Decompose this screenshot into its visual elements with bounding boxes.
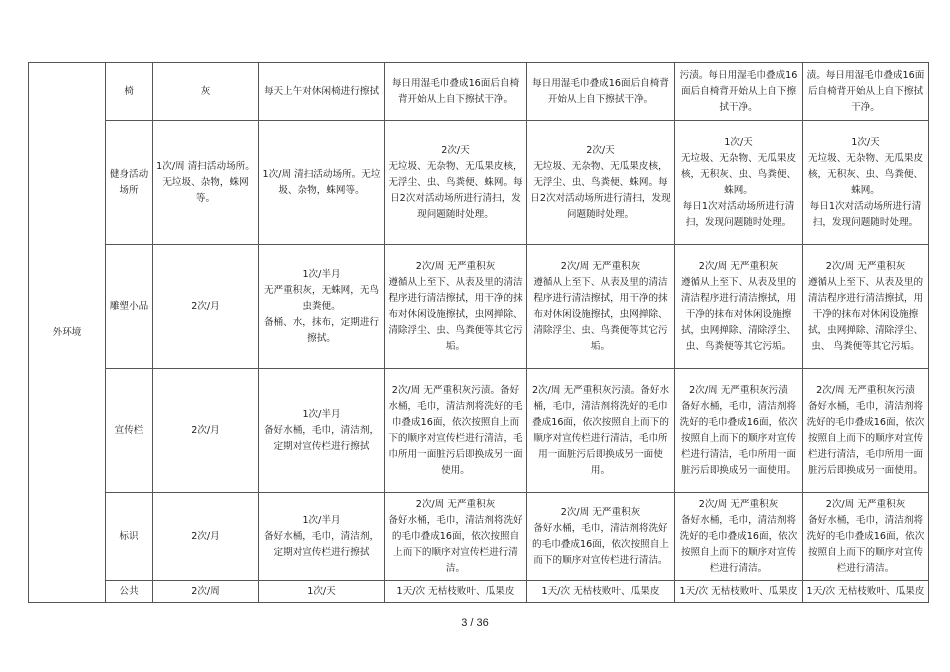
standard-cell: 2次/周	[153, 581, 259, 603]
item-cell: 标识	[106, 493, 153, 581]
standard-cell: 每日用湿毛巾叠成16面后自椅背开始从上自下擦拭干净。	[527, 63, 675, 121]
standard-cell: 灰	[153, 63, 259, 121]
standard-cell: 1次/天	[259, 581, 385, 603]
standard-cell: 2次/周 无严重积灰 备好水桶，毛巾，清洁剂将洗好的毛巾叠成16面，依次按照自上而下的顺序对宣传栏进行清洁。	[527, 493, 675, 581]
item-cell: 椅	[106, 63, 153, 121]
standard-cell: 2次/周 无严重积灰 遵循从上至下、从表及里的清洁程序进行清洁擦拭，用干净的抹布对休闲设施擦拭，虫网掸除、清除浮尘、虫、 鸟粪便等其它污垢。	[803, 245, 929, 369]
page-number: 3 / 36	[461, 617, 489, 629]
standard-cell: 渍。每日用湿毛巾叠成16面后自椅背开始从上自下擦拭干净。	[803, 63, 929, 121]
standard-cell: 2次/周 无严重积灰 遵循从上至下、从表及里的清洁程序进行清洁擦拭，用干净的抹布对休闲设施擦拭，虫网掸除、清除浮尘、虫、鸟粪便等其它污垢。	[385, 245, 527, 369]
standard-cell: 2次/月	[153, 493, 259, 581]
item-cell: 宣传栏	[106, 369, 153, 493]
standard-cell: 2次/周 无严重积灰 备好水桶，毛巾，清洁剂将洗好的毛巾叠成16面，依次按照自上而下的顺序对宣传栏进行清洁。	[803, 493, 929, 581]
standard-cell: 1次/周 清扫活动场所。无垃圾、杂物，蛛网等。	[153, 121, 259, 245]
standard-cell: 1次/天 无垃圾、无杂物、无瓜果皮核，无积灰、虫、鸟粪便、蛛网。 每日1次对活动场所进行清扫，发现问题随时处理。	[803, 121, 929, 245]
standard-cell: 污渍。每日用湿毛巾叠成16面后自椅背开始从上自下擦拭干净。	[675, 63, 803, 121]
standard-cell: 1次/半月 备好水桶，毛巾，清洁剂，定期对宣传栏进行擦拭	[259, 369, 385, 493]
item-cell: 公共	[106, 581, 153, 603]
standard-cell: 1次/周 清扫活动场所。无垃圾、杂物，蛛网等。	[259, 121, 385, 245]
standard-cell: 2次/周 无严重积灰污渍 备好水桶，毛巾，清洁剂将洗好的毛巾叠成16面，依次按照自上而下的顺序对宣传栏进行清洁，毛巾所用一面脏污后即换成另一面使用。	[675, 369, 803, 493]
standard-cell: 2次/周 无严重积灰 遵循从上至下、从表及里的清洁程序进行清洁擦拭，用干净的抹布对休闲设施擦拭，虫网掸除、清除浮尘、虫、鸟粪便等其它污垢。	[675, 245, 803, 369]
standard-cell: 每天上午对休闲椅进行擦拭	[259, 63, 385, 121]
standard-cell: 1次/天 无垃圾、无杂物、无瓜果皮核，无积灰、虫、鸟粪便、蛛网。 每日1次对活动场所进行清扫，发现问题随时处理。	[675, 121, 803, 245]
standard-cell: 2次/周 无严重积灰 备好水桶，毛巾，清洁剂将洗好的毛巾叠成16面，依次按照自上而下的顺序对宣传栏进行清洁。	[675, 493, 803, 581]
standard-cell: 每日用湿毛巾叠成16面后自椅背开始从上自下擦拭干净。	[385, 63, 527, 121]
standard-cell: 1天/次 无枯枝败叶、瓜果皮	[803, 581, 929, 603]
standard-cell: 2次/月	[153, 245, 259, 369]
table-row	[29, 493, 929, 581]
table-row	[29, 63, 929, 121]
standard-cell: 2次/天 无垃圾、无杂物、无瓜果皮核，无浮尘、虫、鸟粪便、蛛网。每日2次对活动场所进行清扫，发现问题随时处理。	[527, 121, 675, 245]
standard-cell: 2次/周 无严重积灰污渍。备好水桶，毛巾，清洁剂将洗好的毛巾叠成16面，依次按照自上而下的顺序对宣传栏进行清洁，毛巾所用一面脏污后即换成另一面使用。	[527, 369, 675, 493]
table-row	[29, 581, 929, 603]
standard-cell: 2次/周 无严重积灰污渍。备好水桶，毛巾，清洁剂将洗好的毛巾叠成16面，依次按照自上而下的顺序对宣传栏进行清洁，毛巾所用一面脏污后即换成另一面使用。	[385, 369, 527, 493]
table-row	[29, 245, 929, 369]
standard-cell: 2次/周 无严重积灰 遵循从上至下、从表及里的清洁程序进行清洁擦拭，用干净的抹布对休闲设施擦拭，虫网掸除、清除浮尘、虫、鸟粪便等其它污垢。	[527, 245, 675, 369]
standard-cell: 1次/半月 无严重积灰，无蛛网，无鸟虫粪便。 备桶、水，抹布，定期进行擦拭。	[259, 245, 385, 369]
standard-cell: 2次/天 无垃圾、无杂物、无瓜果皮核，无浮尘、虫、鸟粪便、蛛网。每日2次对活动场所进行清扫，发现问题随时处理。	[385, 121, 527, 245]
standard-cell: 1天/次 无枯枝败叶、瓜果皮	[385, 581, 527, 603]
standard-cell: 1天/次 无枯枝败叶、瓜果皮	[675, 581, 803, 603]
standard-cell: 2次/周 无严重积灰 备好水桶，毛巾，清洁剂将洗好的毛巾叠成16面，依次按照自上而下的顺序对宣传栏进行清洁。	[385, 493, 527, 581]
item-cell: 健身活动场所	[106, 121, 153, 245]
standard-cell: 1天/次 无枯枝败叶、瓜果皮	[527, 581, 675, 603]
table-row	[29, 121, 929, 245]
table-row	[29, 369, 929, 493]
standard-cell: 2次/月	[153, 369, 259, 493]
cleaning-standard-table	[28, 62, 929, 603]
section-cell: 外环境	[29, 63, 106, 603]
standard-cell: 2次/周 无严重积灰污渍 备好水桶，毛巾，清洁剂将洗好的毛巾叠成16面，依次按照自上而下的顺序对宣传栏进行清洁，毛巾所用一面脏污后即换成另一面使用。	[803, 369, 929, 493]
standard-cell: 1次/半月 备好水桶，毛巾，清洁剂，定期对宣传栏进行擦拭	[259, 493, 385, 581]
item-cell: 雕塑小品	[106, 245, 153, 369]
